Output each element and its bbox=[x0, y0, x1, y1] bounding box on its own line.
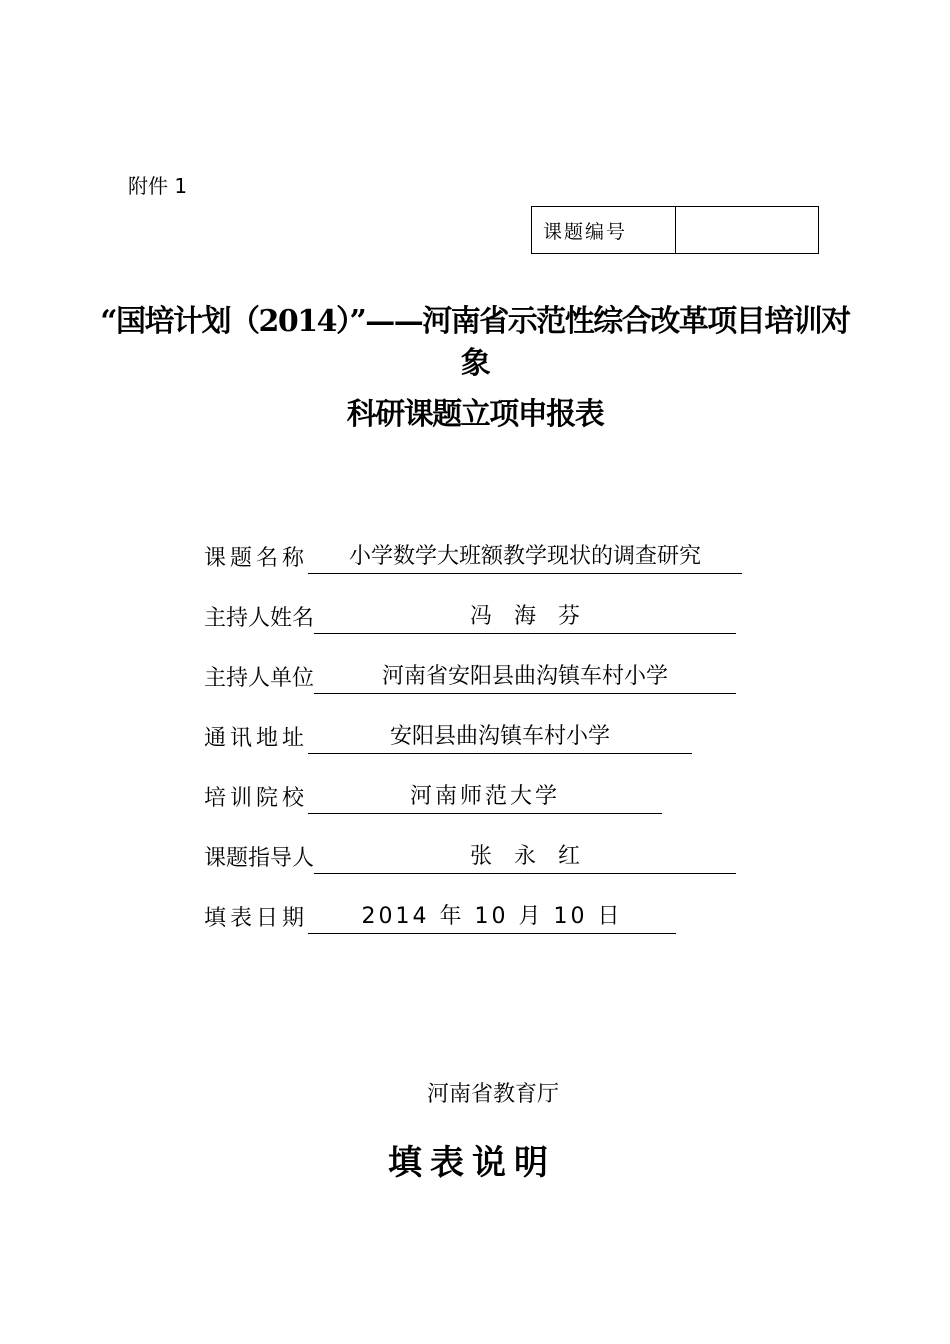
instructions-title bbox=[0, 1135, 950, 1184]
field-label: 培训院校 bbox=[204, 786, 309, 811]
form-title-line1: “国培计划（2014）”——河南省示范性综合改革项目培训对 bbox=[100, 304, 850, 339]
field-label: 通讯地址 bbox=[204, 726, 309, 751]
field-project-name bbox=[204, 540, 742, 574]
field-address bbox=[204, 720, 692, 754]
field-label: 课题指导人 bbox=[204, 846, 315, 871]
field-label: 填表日期 bbox=[204, 906, 309, 931]
form-title-line3: 科研课题立项申报表 bbox=[346, 397, 604, 432]
project-code-label: 课题编号 bbox=[532, 207, 676, 253]
issuer-text: 河南省教育厅 bbox=[426, 1082, 559, 1107]
field-label: 主持人单位 bbox=[204, 666, 315, 691]
project-code-field[interactable] bbox=[676, 207, 818, 253]
field-advisor bbox=[204, 840, 736, 874]
field-value[interactable]: 安阳县曲沟镇车村小学 bbox=[308, 723, 692, 754]
field-host-name bbox=[204, 600, 736, 634]
field-label: 主持人姓名 bbox=[204, 606, 315, 631]
attachment-label: 附件 1 bbox=[128, 174, 188, 198]
field-fill-date bbox=[204, 900, 676, 934]
issuer bbox=[0, 1077, 950, 1108]
project-code-table bbox=[531, 206, 819, 254]
field-label: 课题名称 bbox=[204, 546, 309, 571]
field-value[interactable]: 2014 年 10 月 10 日 bbox=[308, 903, 676, 934]
instructions-title-text: 填表说明 bbox=[388, 1143, 556, 1183]
field-value[interactable]: 冯 海 芬 bbox=[314, 603, 736, 634]
field-value[interactable]: 张 永 红 bbox=[314, 843, 736, 874]
field-value[interactable]: 河南师范大学 bbox=[308, 783, 662, 814]
form-title-line2: 象 bbox=[460, 346, 490, 381]
field-value[interactable]: 河南省安阳县曲沟镇车村小学 bbox=[314, 663, 736, 694]
field-training-school bbox=[204, 780, 662, 814]
field-host-unit bbox=[204, 660, 736, 694]
field-value[interactable]: 小学数学大班额教学现状的调查研究 bbox=[308, 543, 742, 574]
